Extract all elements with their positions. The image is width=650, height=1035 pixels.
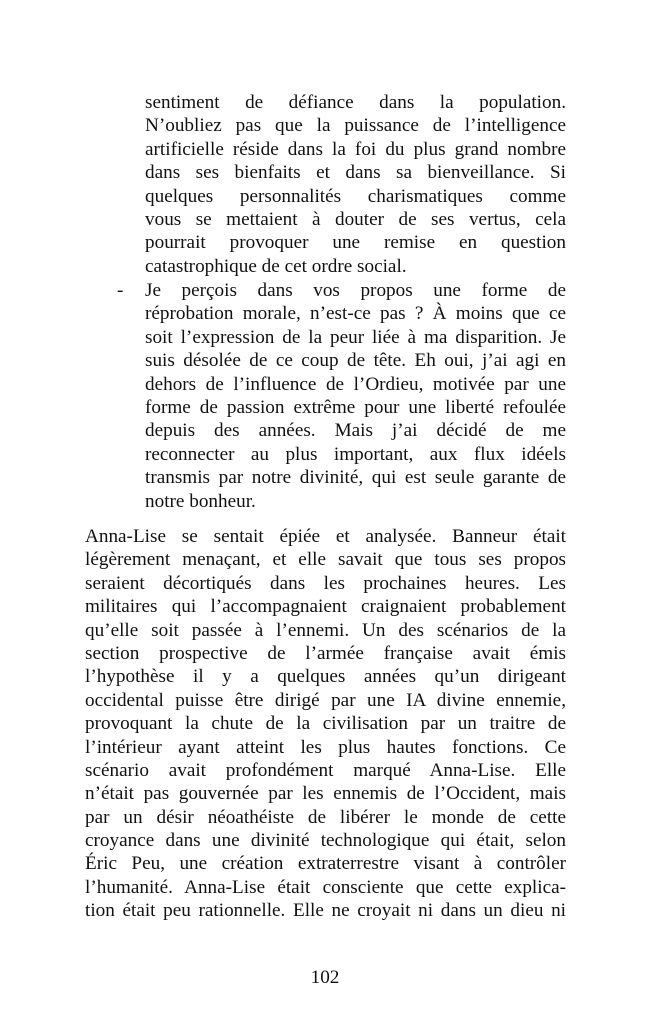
- text-line: réprobation morale, n’est-ce pas ? À moins que ce: [145, 303, 566, 325]
- text-line: occidental puisse être dirigé par une IA divine ennemie,: [85, 689, 566, 711]
- text-line: forme de passion extrême pour une liberté refoulée: [145, 396, 566, 418]
- text-line: par un désir néoathéiste de libérer le monde de cette: [85, 806, 566, 828]
- text-line: artificielle réside dans la foi du plus grand nombre: [145, 138, 566, 160]
- text-line: l’humanité. Anna-Lise était consciente que cette explica-: [85, 876, 566, 898]
- text-line: dans ses bienfaits et dans sa bienveillance. Si: [145, 162, 566, 184]
- text-line: sentiment de défiance dans la population.: [145, 92, 566, 113]
- dialogue-dash: -: [117, 280, 124, 301]
- narrative-paragraph: [85, 525, 566, 923]
- text-line: Je perçois dans vos propos une forme de: [145, 280, 566, 301]
- text-line: provoquant la chute de la civilisation par un traitre de: [85, 713, 566, 735]
- text-line: section prospective de l’armée française avait émis: [85, 642, 566, 664]
- text-line: qu’elle soit passée à l’ennemi. Un des scénarios de la: [85, 619, 566, 641]
- text-line: scénario avait profondément marqué Anna-Lise. Elle: [85, 759, 566, 781]
- page-number: 102: [310, 967, 340, 988]
- text-line: légèrement menaçant, et elle savait que tous ses propos: [85, 549, 566, 571]
- text-line: l’intérieur ayant atteint les plus hautes fonctions. Ce: [85, 736, 566, 758]
- continued-quote: [145, 91, 566, 278]
- text-line: Éric Peu, une création extraterrestre visant à contrôler: [85, 853, 566, 875]
- text-line: depuis des années. Mais j’ai décidé de me: [145, 420, 566, 442]
- text-line: Anna-Lise se sentait épiée et analysée. Banneur était: [85, 526, 566, 547]
- text-line: notre bonheur.: [145, 490, 256, 512]
- text-line: suis désolée de ce coup de tête. Eh oui, j’ai agi en: [145, 350, 566, 372]
- text-line: soit l’expression de la peur liée à ma disparition. Je: [145, 326, 566, 348]
- text-line: militaires qui l’accompagnaient craignaient probablement: [85, 596, 566, 618]
- text-line: n’était pas gouvernée par les ennemis de l’Occident, mais: [85, 783, 566, 805]
- text-line: reconnecter au plus important, aux flux idéels: [145, 443, 566, 465]
- text-line: pourrait provoquer une remise en question: [145, 232, 566, 254]
- text-line: dehors de l’influence de l’Ordieu, motivée par une: [145, 373, 566, 395]
- text-line: l’hypothèse il y a quelques années qu’un dirigeant: [85, 666, 566, 688]
- text-line: N’oubliez pas que la puissance de l’intelligence: [145, 115, 566, 137]
- text-line: tion était peu rationnelle. Elle ne croyait ni dans un dieu ni: [85, 900, 566, 922]
- text-line: vous se mettaient à douter de ses vertus, cela: [145, 208, 566, 230]
- text-line: seraient décortiqués dans les prochaines heures. Les: [85, 572, 566, 594]
- text-line: catastrophique de cet ordre social.: [145, 255, 407, 277]
- text-line: croyance dans une divinité technologique qui était, selon: [85, 830, 566, 852]
- text-line: transmis par notre divinité, qui est seule garante de: [145, 467, 566, 489]
- text-line: quelques personnalités charismatiques comme: [145, 185, 566, 207]
- dialogue-item: [117, 279, 566, 513]
